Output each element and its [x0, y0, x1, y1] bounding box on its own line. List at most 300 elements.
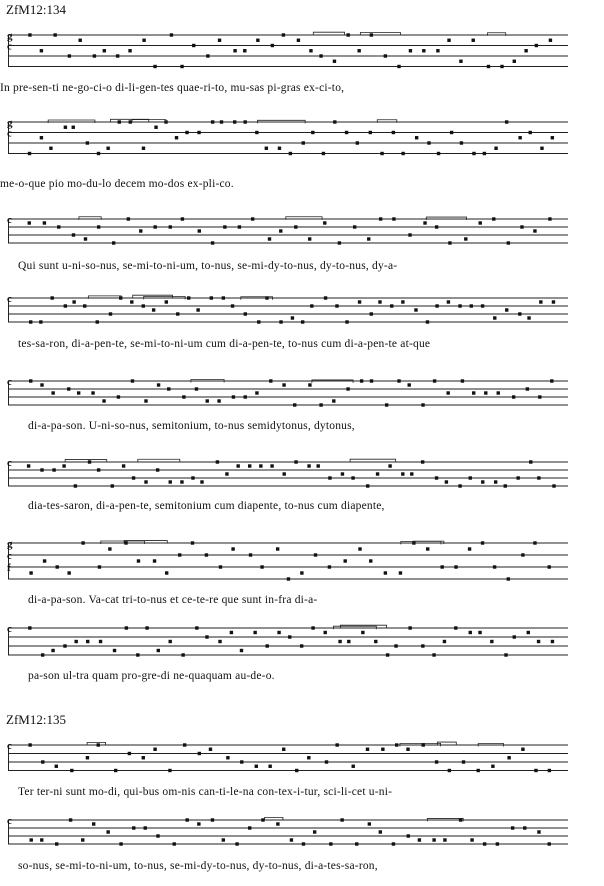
neume-note — [200, 480, 203, 483]
neume-note — [67, 571, 70, 574]
neume-note — [40, 383, 43, 386]
neume-note — [49, 147, 52, 150]
neume-note — [401, 472, 404, 475]
neume-note — [69, 818, 72, 821]
neume-note — [72, 233, 75, 236]
neume-note — [56, 565, 59, 568]
neume-note — [548, 769, 551, 772]
neume-note — [142, 39, 145, 42]
neume-note — [345, 131, 348, 134]
c-clef: c — [7, 550, 12, 562]
neume-note — [152, 308, 155, 311]
neume-note — [459, 60, 462, 63]
neume-note — [51, 391, 54, 394]
neume-note — [440, 565, 443, 568]
neume-note — [106, 147, 109, 150]
neume-note — [302, 141, 305, 144]
neume-note — [119, 296, 122, 299]
neume-note — [399, 571, 402, 574]
neume-note — [435, 225, 438, 228]
neume-note — [223, 225, 226, 228]
neume-note — [176, 312, 179, 315]
neume-note — [443, 838, 446, 841]
lyric-line: Ter ter-ni sunt mo-di, qui-bus om-nis can-ti-le-na con-tex-i-tur, sci-li-cet u-ni- — [18, 786, 393, 798]
neume-note — [343, 559, 346, 562]
neume-note — [311, 626, 314, 629]
neume-note — [277, 631, 280, 634]
neume-note — [448, 241, 451, 244]
neume-note — [168, 640, 171, 643]
neume-note — [41, 760, 44, 763]
neume-note — [220, 120, 223, 123]
neume-note — [447, 39, 450, 42]
neume-note — [116, 54, 119, 57]
neume-note — [388, 464, 391, 467]
neume-note — [64, 126, 67, 129]
neume-note — [340, 818, 343, 821]
neume-note — [183, 743, 186, 746]
c-clef: c — [7, 40, 12, 53]
neume-note — [240, 649, 243, 652]
neume-note — [269, 379, 272, 382]
staff — [8, 118, 568, 168]
neume-note — [386, 653, 389, 656]
neume-note — [397, 65, 400, 68]
neume-note — [209, 748, 212, 751]
neume-note — [102, 399, 105, 402]
neume-note — [244, 312, 247, 315]
neume-note — [192, 44, 195, 47]
neume-note — [168, 769, 171, 772]
neume-note — [41, 653, 44, 656]
neume-note — [358, 547, 361, 550]
neume-note — [300, 571, 303, 574]
neume-note — [187, 296, 190, 299]
neume-note — [113, 649, 116, 652]
neume-note — [97, 225, 100, 228]
neume-note — [366, 748, 369, 751]
neume-note — [72, 300, 75, 303]
neume-note — [67, 387, 70, 390]
neume-note — [156, 834, 159, 837]
neume-note — [408, 233, 411, 236]
c-clef: c — [7, 127, 12, 140]
neume-note — [50, 296, 53, 299]
neume-note — [198, 229, 201, 232]
neume-note — [238, 225, 241, 228]
neume-note — [487, 65, 490, 68]
neume-note — [454, 565, 457, 568]
neume-note — [235, 842, 238, 845]
neume-note — [210, 296, 213, 299]
neume-note — [74, 484, 77, 487]
neume-note — [191, 476, 194, 479]
neume-note — [27, 464, 30, 467]
neume-note — [185, 818, 188, 821]
neume-note — [142, 304, 145, 307]
neume-note — [70, 769, 73, 772]
neume-note — [97, 743, 100, 746]
neume-note — [282, 472, 285, 475]
neume-note — [464, 237, 467, 240]
neume-note — [450, 131, 453, 134]
neume-note — [338, 241, 341, 244]
neume-note — [518, 136, 521, 139]
neume-note — [484, 391, 487, 394]
neume-note — [401, 300, 404, 303]
neume-note — [288, 635, 291, 638]
neume-note — [97, 152, 100, 155]
neume-note — [222, 838, 225, 841]
neume-note — [197, 822, 200, 825]
neume-note — [28, 33, 31, 36]
neume-note — [324, 296, 327, 299]
neume-note — [443, 640, 446, 643]
neume-note — [370, 379, 373, 382]
neume-note — [206, 399, 209, 402]
neume-note — [231, 547, 234, 550]
neume-note — [282, 33, 285, 36]
neume-note — [392, 131, 395, 134]
neume-note — [74, 640, 77, 643]
neume-note — [225, 472, 228, 475]
neume-note — [282, 383, 285, 386]
neume-note — [319, 403, 322, 406]
neume-note — [472, 152, 475, 155]
neume-note — [511, 826, 514, 829]
neume-note — [137, 559, 140, 562]
neume-note — [379, 217, 382, 220]
neume-note — [311, 131, 314, 134]
neume-note — [294, 460, 297, 463]
neume-note — [248, 826, 251, 829]
neume-note — [512, 395, 515, 398]
neume-note — [472, 39, 475, 42]
neume-note — [324, 631, 327, 634]
neume-note — [421, 460, 424, 463]
neume-note — [507, 577, 510, 580]
neume-note — [57, 225, 60, 228]
neume-note — [552, 484, 555, 487]
neume-note — [335, 743, 338, 746]
neume-note — [294, 225, 297, 228]
neume-note — [328, 476, 331, 479]
neume-note — [346, 387, 349, 390]
c-clef: c — [7, 815, 12, 827]
staff — [8, 538, 568, 594]
neume-note — [218, 39, 221, 42]
neume-note — [446, 391, 449, 394]
neume-note — [40, 838, 43, 841]
neume-note — [77, 391, 80, 394]
neume-note — [86, 640, 89, 643]
neume-note — [97, 468, 100, 471]
neume-note — [182, 395, 185, 398]
neume-note — [278, 147, 281, 150]
neume-note — [40, 136, 43, 139]
neume-note — [108, 547, 111, 550]
neume-note — [153, 559, 156, 562]
neume-note — [167, 387, 170, 390]
neume-note — [368, 822, 371, 825]
neume-note — [422, 49, 425, 52]
neume-note — [144, 826, 147, 829]
neume-note — [211, 818, 214, 821]
neume-note — [328, 565, 331, 568]
neume-note — [319, 54, 322, 57]
neume-note — [309, 49, 312, 52]
neume-note — [259, 464, 262, 467]
neume-note — [548, 217, 551, 220]
neume-note — [72, 126, 75, 129]
neume-note — [173, 842, 176, 845]
neume-note — [308, 383, 311, 386]
neume-note — [361, 631, 364, 634]
neume-note — [527, 631, 530, 634]
neume-note — [529, 131, 532, 134]
neume-note — [470, 838, 473, 841]
neume-note — [460, 141, 463, 144]
neume-note — [433, 379, 436, 382]
neume-note — [500, 65, 503, 68]
neume-note — [195, 387, 198, 390]
staff — [8, 214, 568, 254]
neume-note — [369, 131, 372, 134]
neume-note — [30, 838, 33, 841]
neume-note — [255, 391, 258, 394]
neume-note — [28, 626, 31, 629]
neume-note — [497, 391, 500, 394]
c-clef: c — [7, 293, 12, 305]
neume-note — [352, 765, 355, 768]
neume-note — [483, 152, 486, 155]
neume-note — [243, 120, 246, 123]
neume-note — [435, 760, 438, 763]
neume-note — [109, 312, 112, 315]
neume-note — [144, 480, 147, 483]
neume-note — [216, 460, 219, 463]
neume-note — [477, 769, 480, 772]
neume-note — [130, 300, 133, 303]
neume-note — [248, 464, 251, 467]
neume-note — [154, 126, 157, 129]
g-clef: g — [7, 30, 13, 42]
neume-note — [461, 379, 464, 382]
neume-note — [329, 842, 332, 845]
neume-note — [236, 464, 239, 467]
neume-note — [381, 748, 384, 751]
neume-note — [333, 120, 336, 123]
staff — [8, 740, 568, 782]
staff — [8, 624, 568, 668]
neume-note — [432, 838, 435, 841]
neume-note — [119, 842, 122, 845]
neume-note — [153, 748, 156, 751]
neume-note — [491, 765, 494, 768]
neume-note — [244, 395, 247, 398]
neume-note — [122, 464, 125, 467]
neume-note — [175, 136, 178, 139]
neume-note — [232, 395, 235, 398]
neume-note — [401, 152, 404, 155]
lyric-line: so-nus, se-mi-to-ni-um, to-nus, se-mi-dy-to-nus, dy-to-nus, di-a-tes-sa-ron, — [18, 860, 378, 872]
neume-note — [268, 237, 271, 240]
neume-note — [426, 320, 429, 323]
neume-note — [360, 379, 363, 382]
neume-note — [496, 842, 499, 845]
neume-note — [219, 565, 222, 568]
staff — [8, 458, 568, 498]
neume-note — [180, 480, 183, 483]
neume-note — [513, 635, 516, 638]
neume-note — [142, 147, 145, 150]
neume-note — [505, 308, 508, 311]
neume-note — [243, 49, 246, 52]
neume-note — [131, 379, 134, 382]
neume-note — [28, 221, 31, 224]
neume-note — [469, 476, 472, 479]
neume-note — [29, 320, 32, 323]
neume-note — [370, 33, 373, 36]
staff — [8, 816, 568, 856]
neume-note — [170, 33, 173, 36]
neume-note — [513, 60, 516, 63]
neume-note — [106, 830, 109, 833]
g-clef: g — [7, 538, 13, 550]
neume-note — [52, 468, 55, 471]
neume-note — [217, 399, 220, 402]
neume-note — [524, 49, 527, 52]
neume-note — [156, 468, 159, 471]
neume-note — [157, 649, 160, 652]
neume-note — [533, 541, 536, 544]
neume-note — [279, 320, 282, 323]
neume-note — [205, 635, 208, 638]
neume-note — [293, 403, 296, 406]
neume-note — [408, 383, 411, 386]
neume-note — [412, 541, 415, 544]
neume-note — [261, 818, 264, 821]
neume-note — [481, 480, 484, 483]
neume-note — [313, 830, 316, 833]
neume-note — [472, 391, 475, 394]
neume-note — [408, 626, 411, 629]
neume-note — [128, 752, 131, 755]
neume-note — [356, 141, 359, 144]
neume-note — [28, 152, 31, 155]
neume-note — [153, 65, 156, 68]
neume-note — [165, 300, 168, 303]
neume-note — [289, 152, 292, 155]
neume-note — [29, 379, 32, 382]
neume-note — [185, 131, 188, 134]
neume-note — [98, 565, 101, 568]
neume-note — [55, 765, 58, 768]
neume-note — [423, 221, 426, 224]
neume-note — [390, 304, 393, 307]
c-clef: c — [7, 214, 12, 226]
neume-note — [534, 769, 537, 772]
neume-note — [341, 472, 344, 475]
neume-note — [276, 822, 279, 825]
neume-note — [447, 300, 450, 303]
neume-note — [379, 830, 382, 833]
neume-note — [124, 541, 127, 544]
neume-note — [353, 225, 356, 228]
neume-note — [233, 120, 236, 123]
ligature-bracket — [101, 541, 145, 544]
neume-note — [197, 131, 200, 134]
neume-note — [51, 649, 54, 652]
neume-note — [552, 300, 555, 303]
neume-note — [302, 842, 305, 845]
neume-note — [178, 553, 181, 556]
neume-note — [112, 241, 115, 244]
c-clef: c — [7, 376, 12, 388]
neume-note — [231, 304, 234, 307]
neume-note — [551, 640, 554, 643]
neume-note — [539, 300, 542, 303]
neume-note — [529, 460, 532, 463]
neume-note — [81, 838, 84, 841]
neume-note — [547, 565, 550, 568]
neume-note — [240, 760, 243, 763]
neume-note — [28, 743, 31, 746]
c-clef: c — [7, 457, 12, 469]
neume-note — [40, 468, 43, 471]
neume-note — [196, 308, 199, 311]
neume-note — [84, 237, 87, 240]
neume-note — [366, 484, 369, 487]
neume-note — [483, 842, 486, 845]
neume-note — [395, 743, 398, 746]
neume-note — [345, 320, 348, 323]
c-clef: c — [7, 740, 12, 752]
neume-note — [128, 49, 131, 52]
neume-note — [218, 640, 221, 643]
c-clef: c — [7, 623, 12, 635]
neume-note — [307, 756, 310, 759]
neume-note — [226, 756, 229, 759]
neume-note — [357, 49, 360, 52]
neume-note — [118, 120, 121, 123]
neume-note — [385, 403, 388, 406]
neume-note — [494, 147, 497, 150]
neume-note — [437, 152, 440, 155]
neume-note — [211, 241, 214, 244]
neume-note — [39, 320, 42, 323]
neume-note — [92, 822, 95, 825]
neume-note — [314, 553, 317, 556]
neume-note — [270, 464, 273, 467]
neume-note — [268, 765, 271, 768]
neume-note — [291, 316, 294, 319]
neume-note — [370, 312, 373, 315]
neume-note — [468, 547, 471, 550]
neume-note — [310, 304, 313, 307]
neume-note — [351, 476, 354, 479]
neume-note — [205, 553, 208, 556]
neume-note — [507, 241, 510, 244]
neume-note — [139, 229, 142, 232]
neume-note — [380, 152, 383, 155]
neume-note — [549, 39, 552, 42]
neume-note — [99, 640, 102, 643]
staff — [8, 294, 568, 334]
neume-note — [103, 49, 106, 52]
neume-note — [181, 653, 184, 656]
neume-note — [308, 237, 311, 240]
